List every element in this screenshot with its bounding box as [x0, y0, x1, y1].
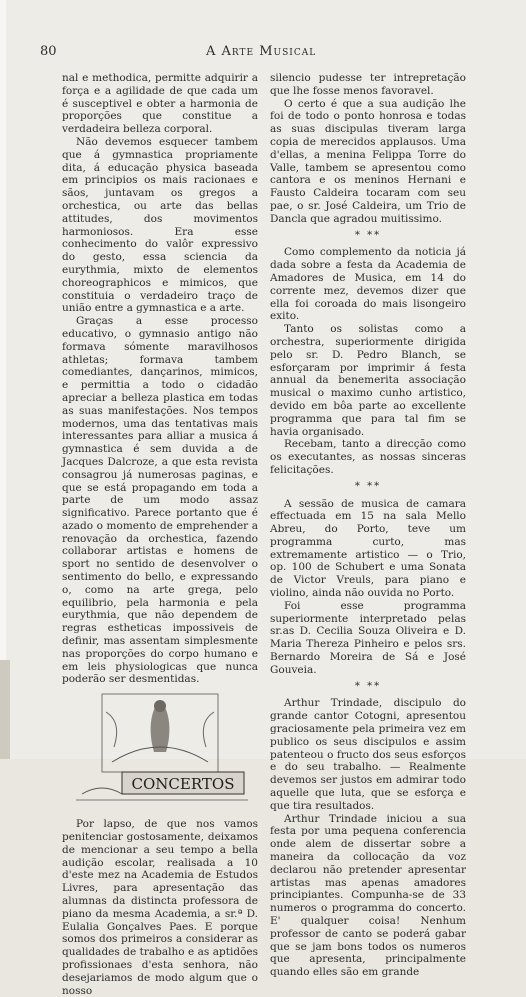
paragraph: nal e methodica, permitte adquirir a força e a agilidade de que cada um é susceptivel e obter a harmonia de proporções que constitue a verdadeira belleza corporal. [62, 72, 258, 136]
paragraph: A sessão de musica de camara effectuada em 15 na sala Mello Abreu, do Porto, teve um programma curto, mas extremamente artistico — o Trio, op. 100 de Schubert e uma Sonata de Victor Vreuls, para piano e violino, ainda não ouvida no Porto. [270, 497, 466, 600]
paragraph: Graças a esse processo educativo, o gymnasio antigo não formava sómente maravilhosos athletas; formava tambem comediantes, dançarinos, mimicos, e permittia a todo o cidadão apreciar a belleza plastica em todas as suas manifestações. Nos tempos modernos, uma das tentativas mais interessantes para alliar a musica á gymnastica é sem duvida a de Jacques Dalcroze, a que esta revista consagrou já numerosas paginas, e que se está propagando em toda a parte de um modo assaz significativo. Parece portanto que é azado o momento de emprehender a renovação da orchestica, fazendo collaborar artistas e homens de sport no sentido de desenvolver o sentimento do bello, e expressando o, como na arte grega, pelo equilibrio, pela harmonia e pela eurythmia, que não dependem de regras estheticas impossiveis de definir, mas assentam simplesmente nas proporções do corpo humano e em leis physiologicas que nunca poderão ser desmentidas. [62, 315, 258, 686]
paragraph: Não devemos esquecer tambem que á gymnastica propriamente dita, á educação physica baseada em principios os mais racionaes e sãos, juntavam os gregos a orchestica, ou arte das bellas attitudes, dos movimentos harmoniosos. Era esse conhecimento do valôr expressivo do gesto, essa sciencia da eurythmia, mixto de elementos choreographicos e mimicos, que constituia o verdadeiro traço de união entre a gymnastica e a arte. [62, 135, 258, 315]
running-title: A Arte Musical [206, 44, 317, 59]
paragraph: silencio pudesse ter intrepretação que lhe fosse menos favoravel. [270, 72, 466, 97]
paragraph: O certo é que a sua audição lhe foi de todo o ponto honrosa e todas as suas discipulas tiveram larga copia de merecidos applausos. Uma d'ellas, a menina Felippa Torre do Valle, tambem se apresentou como cantora e os meninos Hernani e Fausto Caldeira tocaram com seu pae, o sr. José Caldeira, um Trio de Dancla que agradou muitissimo. [270, 97, 466, 225]
page-stain [0, 660, 10, 759]
paragraph: Arthur Trindade iniciou a sua festa por uma pequena conferencia onde alem de dissertar sobre a maneira da collocação da voz declarou não pretender apresentar artistas mas apenas amadores principiantes. Compunha-se de 33 numeros o programma do concerto. E' qualquer coisa! Nenhum professor de canto se poderá gabar que se jam bons todos os numeros que apresenta, principalmente quando elles são em grande [270, 812, 466, 979]
paragraph: Tanto os solistas como a orchestra, superiormente dirigida pelo sr. D. Pedro Blanch, se esforçaram por imprimir á festa annual da benemerita associação musical o maximo cunho artistico, devido em bôa parte ao excellente programma que para tal fim se havia organisado. [270, 323, 466, 438]
ornament-illustration-icon [62, 692, 258, 812]
separator-asterisks: * ** [354, 680, 382, 692]
separator-asterisks: * ** [354, 229, 382, 241]
paragraph: Arthur Trindade, discipulo do grande cantor Cotogni, apresentou graciosamente pela primeira vez em publico os seus discipulos e assim patenteou o fructo dos seus esforços e do seu trabalho. — Realmente devemos ser justos em admirar todo aquelle que luta, que se esforça e que tira resultados. [270, 697, 466, 812]
right-column [270, 72, 466, 979]
paragraph: Por lapso, de que nos vamos penitenciar gostosamente, deixamos de mencionar a seu tempo a bella audição escolar, realisada a 10 d'este mez na Academia de Estudos Livres, para apresentação das alumnas da distincta professora de piano da mesma Academia, a sr.ª D. Eulalia Gonçalves Paes. E porque somos dos primeiros a considerar as qualidades de trabalho e as aptidões profissionaes d'esta senhora, não desejariamos de modo algum que o nosso [62, 818, 258, 997]
separator-asterisks: * ** [354, 480, 382, 492]
left-column [62, 72, 258, 997]
page-number: 80 [40, 44, 57, 59]
paragraph: Como complemento da noticia já dada sobre a festa da Academia de Amadores de Musica, em 14 do corrente mez, devemos dizer que ella foi coroada do mais lisongeiro exito. [270, 246, 466, 323]
paragraph: Foi esse programma superiormente interpretado pelas sr.as D. Cecilia Souza Oliveira e D. Maria Thereza Pinheiro e pelos srs. Bernardo Moreira de Sá e José Gouveia. [270, 599, 466, 676]
paragraph: Recebam, tanto a direcção como os executantes, as nossas sinceras felicitações. [270, 438, 466, 476]
page-header [40, 44, 486, 62]
page-edge [0, 0, 6, 759]
concertos-ornament [62, 692, 258, 812]
ornament-label: CONCERTOS [131, 775, 235, 794]
